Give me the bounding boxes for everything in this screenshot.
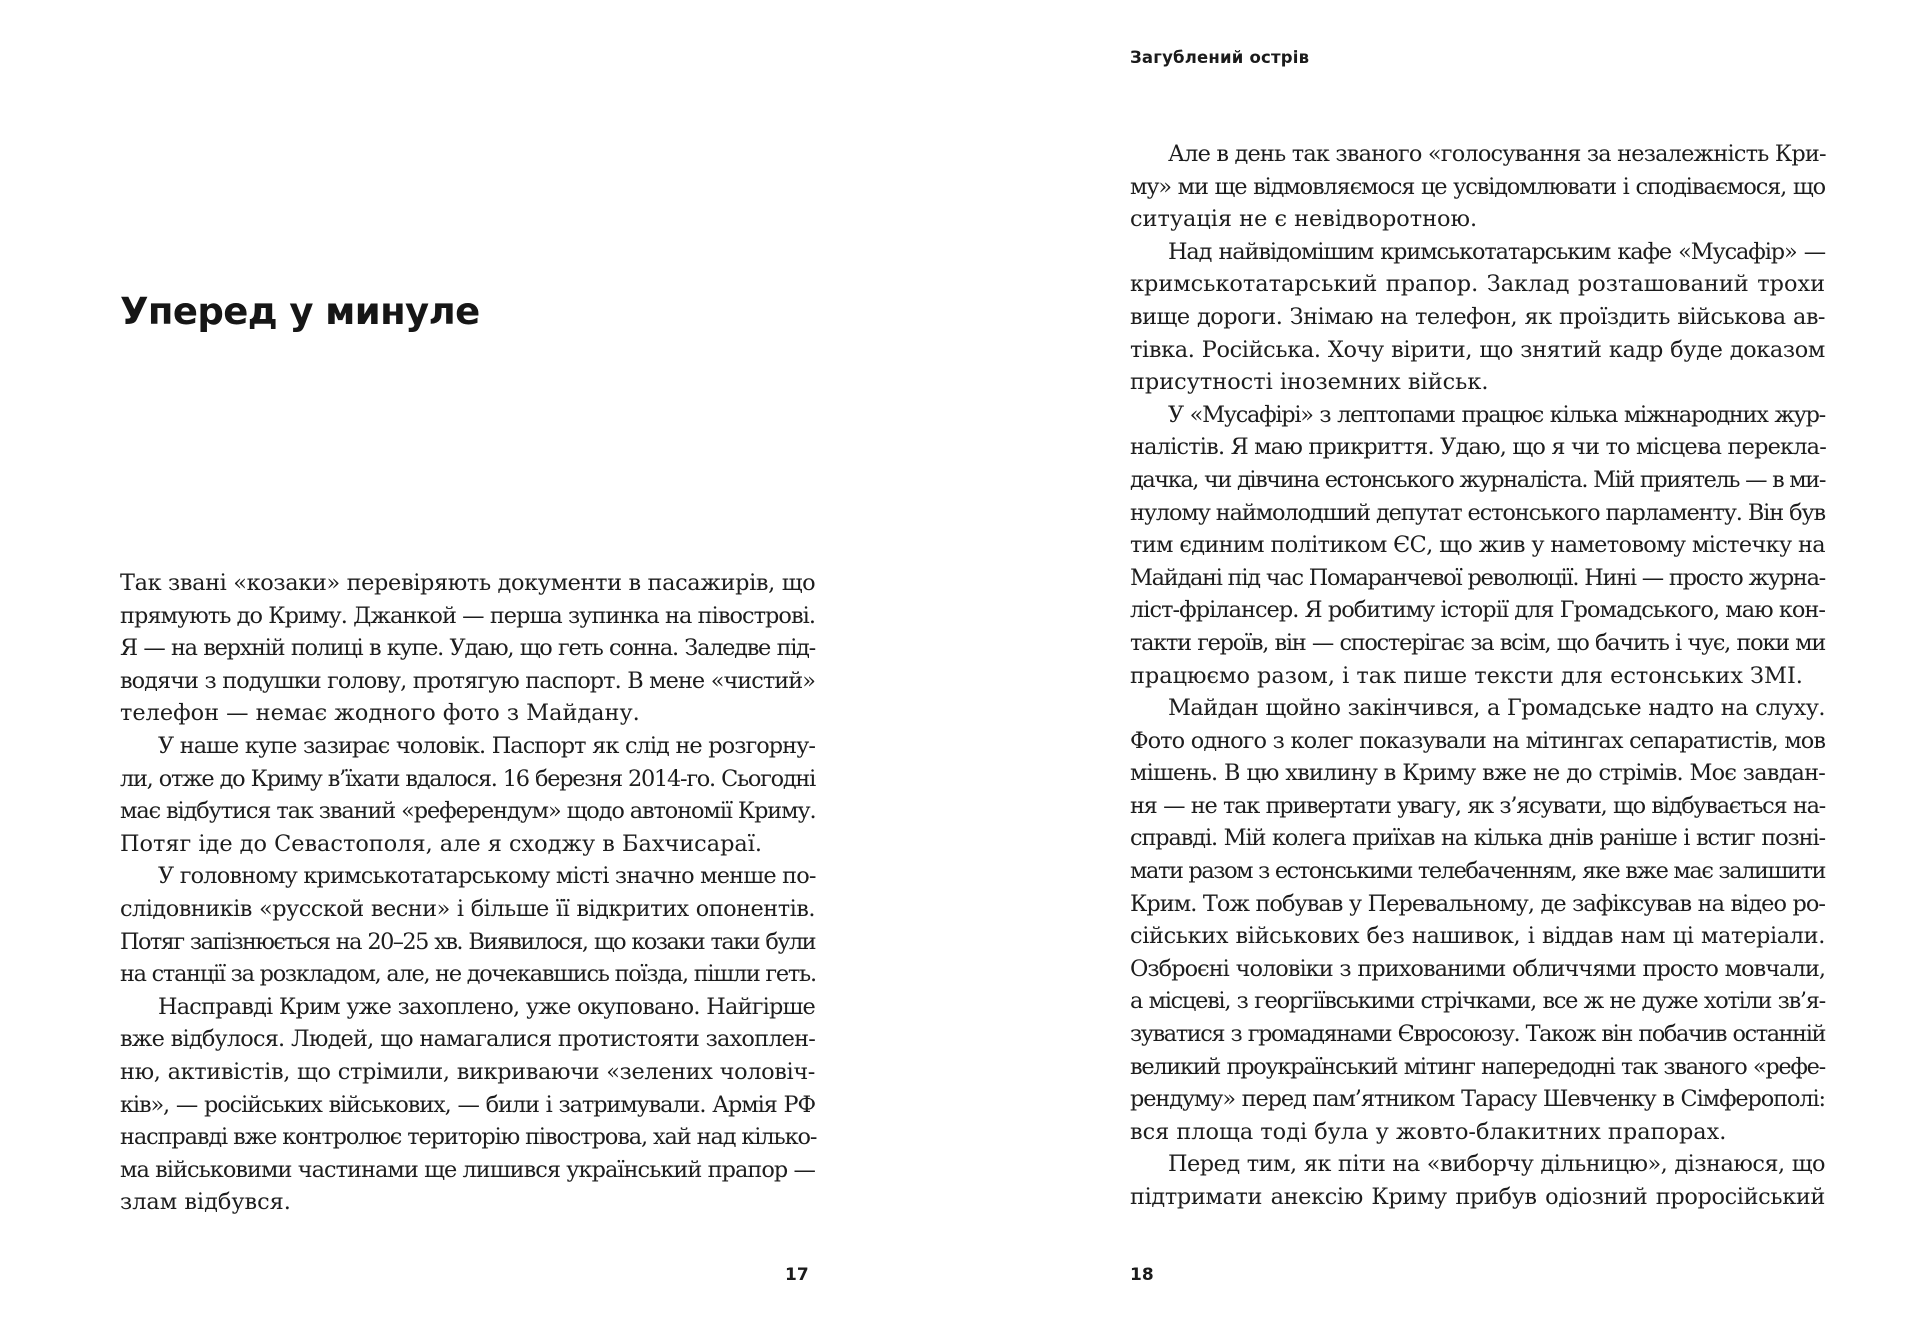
left-body-text: [120, 567, 815, 1219]
text-line: му» ми ще відмовляємося це усвідомлювати і сподіваємося, що: [1130, 173, 1825, 200]
text-line: справді. Мій колега приїхав на кілька днів раніше і встиг позні-: [1130, 825, 1825, 852]
text-line: Перед тим, як піти на «виборчу дільницю», дізнаюся, що: [1168, 1151, 1825, 1178]
text-line: ків», — російських військових, — били і затримували. Армія РФ: [120, 1091, 815, 1118]
text-line: вся площа тоді була у жовто-блакитних прапорах.: [1130, 1118, 1727, 1145]
text-line: мати разом з естонськими телебаченням, яке вже має залишити: [1130, 858, 1825, 885]
text-line: мішень. В цю хвилину в Криму вже не до стрімів. Моє завдан-: [1130, 760, 1825, 787]
text-line: ня — не так привертати увагу, як з’ясувати, що відбувається на-: [1130, 792, 1825, 819]
text-line: насправді вже контролює територію півострова, хай над кілько-: [120, 1124, 817, 1151]
text-line: Майдані під час Помаранчевої революції. Нині — просто журна-: [1130, 564, 1825, 591]
text-line: ма військовими частинами ще лишився український прапор —: [120, 1156, 815, 1183]
text-line: має відбутися так званий «референдум» щодо автономії Криму.: [120, 798, 816, 825]
text-line: а місцеві, з георгіївськими стрічками, все ж не дуже хотіли зв’я-: [1130, 988, 1825, 1015]
text-line: сійських військових без нашивок, і віддав нам ці матеріали.: [1130, 923, 1825, 950]
text-line: присутності іноземних військ.: [1130, 369, 1489, 396]
text-line: ли, отже до Криму в’їхати вдалося. 16 березня 2014-го. Сьогодні: [120, 765, 815, 792]
text-line: на станції за розкладом, але, не дочекавшись поїзда, пішли геть.: [120, 961, 816, 988]
text-line: вище дороги. Знімаю на телефон, як проїздить військова ав-: [1130, 303, 1825, 330]
text-line: Над найвідомішим кримськотатарським кафе «Мусафір» —: [1168, 238, 1825, 265]
text-line: У головному кримськотатарському місті значно менше по-: [158, 863, 816, 890]
text-line: Озброєні чоловіки з прихованими обличчями просто мовчали,: [1130, 955, 1825, 982]
chapter-title: Уперед у минуле: [120, 290, 480, 333]
text-line: зуватися з громадянами Євросоюзу. Також він побачив останній: [1130, 1021, 1825, 1048]
text-line: Насправді Крим уже захоплено, уже окуповано. Найгірше: [158, 993, 815, 1020]
text-line: рендуму» перед пам’ятником Тарасу Шевченку в Сімферополі:: [1130, 1086, 1825, 1113]
text-line: злам відбувся.: [120, 1189, 291, 1216]
text-line: працюємо разом, і так пише тексти для естонських ЗМІ.: [1130, 662, 1803, 689]
text-line: такти героїв, він — спостерігає за всім, що бачить і чує, поки ми: [1130, 629, 1825, 656]
text-line: нулому наймолодший депутат естонського парламенту. Він був: [1130, 499, 1826, 526]
text-line: ситуація не є невідворотною.: [1130, 206, 1478, 233]
text-line: кримськотатарський прапор. Заклад розташований трохи: [1130, 271, 1825, 298]
text-line: тим єдиним політиком ЄС, що жив у наметовому містечку на: [1130, 532, 1825, 559]
text-line: ню, активістів, що стрімили, викриваючи «зелених чоловіч-: [120, 1058, 815, 1085]
text-line: Крим. Тож побував у Перевальному, де зафіксував на відео ро-: [1130, 890, 1825, 917]
text-line: Потяг іде до Севастополя, але я сходжу в Бахчисараї.: [120, 830, 763, 857]
text-line: Фото одного з колег показували на мітингах сепаратистів, мов: [1130, 727, 1825, 754]
text-line: підтримати анексію Криму прибув одіозний проросійський: [1130, 1184, 1825, 1210]
text-line: вже відбулося. Людей, що намагалися протистояти захоплен-: [120, 1026, 815, 1053]
text-line: У «Мусафірі» з лептопами працює кілька міжнародних жур-: [1168, 401, 1825, 428]
text-line: Я — на верхній полиці в купе. Удаю, що геть сонна. Заледве під-: [120, 635, 815, 662]
text-line: Так звані «козаки» перевіряють документи в пасажирів, що: [120, 570, 816, 596]
right-body-text: [1130, 138, 1825, 1214]
text-line: Потяг запізнюється на 20–25 хв. Виявилося, що козаки таки були: [120, 928, 815, 955]
page-number-left: 17: [785, 1265, 809, 1285]
text-line: водячи з подушки голову, протягую паспорт. В мене «чистий»: [120, 667, 815, 694]
text-line: ліст-фрілансер. Я робитиму історії для Громадського, маю кон-: [1130, 597, 1826, 624]
text-line: налістів. Я маю прикриття. Удаю, що я чи то місцева перекла-: [1130, 434, 1826, 461]
right-page: [960, 0, 1920, 1325]
page-number-right: 18: [1130, 1265, 1154, 1285]
text-line: великий проукраїнський мітинг напередодні так званого «рефе-: [1130, 1053, 1825, 1080]
text-line: дачка, чи дівчина естонського журналіста. Мій приятель — в ми-: [1130, 466, 1825, 493]
text-line: У наше купе зазирає чоловік. Паспорт як слід не розгорну-: [158, 732, 815, 759]
text-line: телефон — немає жодного фото з Майдану.: [120, 700, 640, 727]
text-line: тівка. Російська. Хочу вірити, що знятий кадр буде доказом: [1130, 336, 1825, 363]
text-line: слідовників «русской весни» і більше її відкритих опонентів.: [120, 895, 815, 922]
running-head: Загублений острів: [1130, 48, 1310, 67]
text-line: Майдан щойно закінчився, а Громадське надто на слуху.: [1168, 695, 1825, 722]
text-line: прямують до Криму. Джанкой — перша зупинка на півострові.: [120, 602, 815, 629]
text-line: Але в день так званого «голосування за незалежність Кри-: [1168, 141, 1826, 167]
